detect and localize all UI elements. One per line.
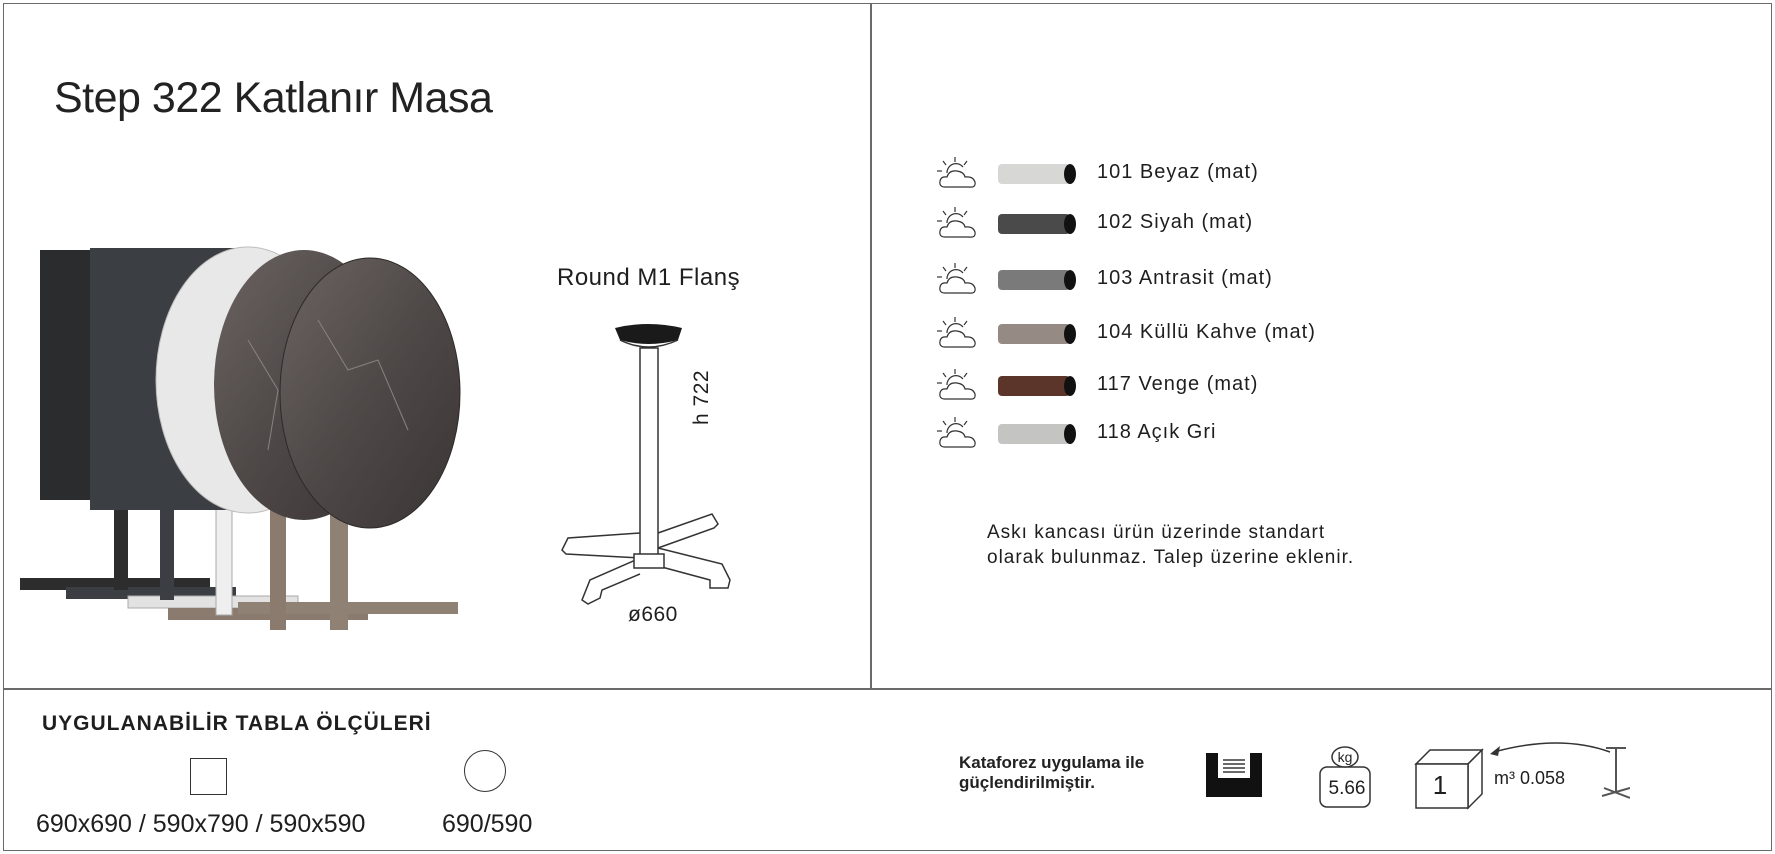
horizontal-divider [3, 688, 1772, 690]
hook-note [987, 520, 1354, 570]
vertical-divider [870, 3, 872, 689]
color-swatch [997, 213, 1077, 235]
color-swatch [997, 423, 1077, 445]
swatch-fill [998, 164, 1070, 184]
square-top-icon [190, 758, 227, 795]
round-top-icon [464, 750, 506, 792]
kataforez-text [959, 753, 1144, 793]
color-row [935, 315, 1435, 349]
table-sizes-heading: UYGULANABİLİR TABLA ÖLÇÜLERİ [42, 712, 432, 735]
outdoor-weather-icon [935, 261, 981, 297]
outdoor-weather-icon [935, 415, 981, 451]
weight-value: 5.66 [1328, 778, 1366, 799]
flange-title: Round M1 Flanş [557, 264, 741, 291]
color-label: 101 Beyaz (mat) [1097, 161, 1259, 183]
product-photo [18, 230, 478, 650]
color-row [935, 155, 1435, 189]
flange-drawing [560, 318, 770, 610]
height-label: h 722 [690, 369, 713, 425]
color-label: 104 Küllü Kahve (mat) [1097, 321, 1316, 343]
round-sizes: 690/590 [442, 810, 533, 838]
color-swatch [997, 375, 1077, 397]
volume-label: m³ 0.058 [1494, 768, 1566, 788]
diameter-label: ø660 [628, 603, 678, 626]
color-label: 118 Açık Gri [1097, 421, 1217, 443]
color-swatch [997, 163, 1077, 185]
kataforez-line: güçlendirilmiştir. [959, 773, 1096, 792]
color-label: 117 Venge (mat) [1097, 373, 1259, 395]
color-swatch [997, 323, 1077, 345]
note-line: Askı kancası ürün üzerinde standart [987, 522, 1326, 543]
packing-arrow-icon [1480, 740, 1630, 800]
outdoor-weather-icon [935, 367, 981, 403]
kataforez-line: Kataforez uygulama ile [959, 753, 1145, 772]
color-row [935, 261, 1435, 295]
color-row [935, 205, 1435, 239]
square-sizes: 690x690 / 590x790 / 590x590 [36, 810, 366, 838]
outdoor-weather-icon [935, 155, 981, 191]
outdoor-weather-icon [935, 315, 981, 351]
note-line: olarak bulunmaz. Talep üzerine eklenir. [987, 547, 1355, 568]
color-row [935, 415, 1435, 449]
color-row [935, 367, 1435, 401]
box-count: 1 [1432, 770, 1448, 800]
cataphoresis-bath-icon [1205, 752, 1263, 798]
weight-unit: kg [1337, 749, 1353, 765]
outdoor-weather-icon [935, 205, 981, 241]
color-label: 103 Antrasit (mat) [1097, 267, 1273, 289]
product-title: Step 322 Katlanır Masa [54, 74, 493, 122]
color-label: 102 Siyah (mat) [1097, 211, 1254, 233]
color-swatch [997, 269, 1077, 291]
color-options [935, 155, 1435, 465]
